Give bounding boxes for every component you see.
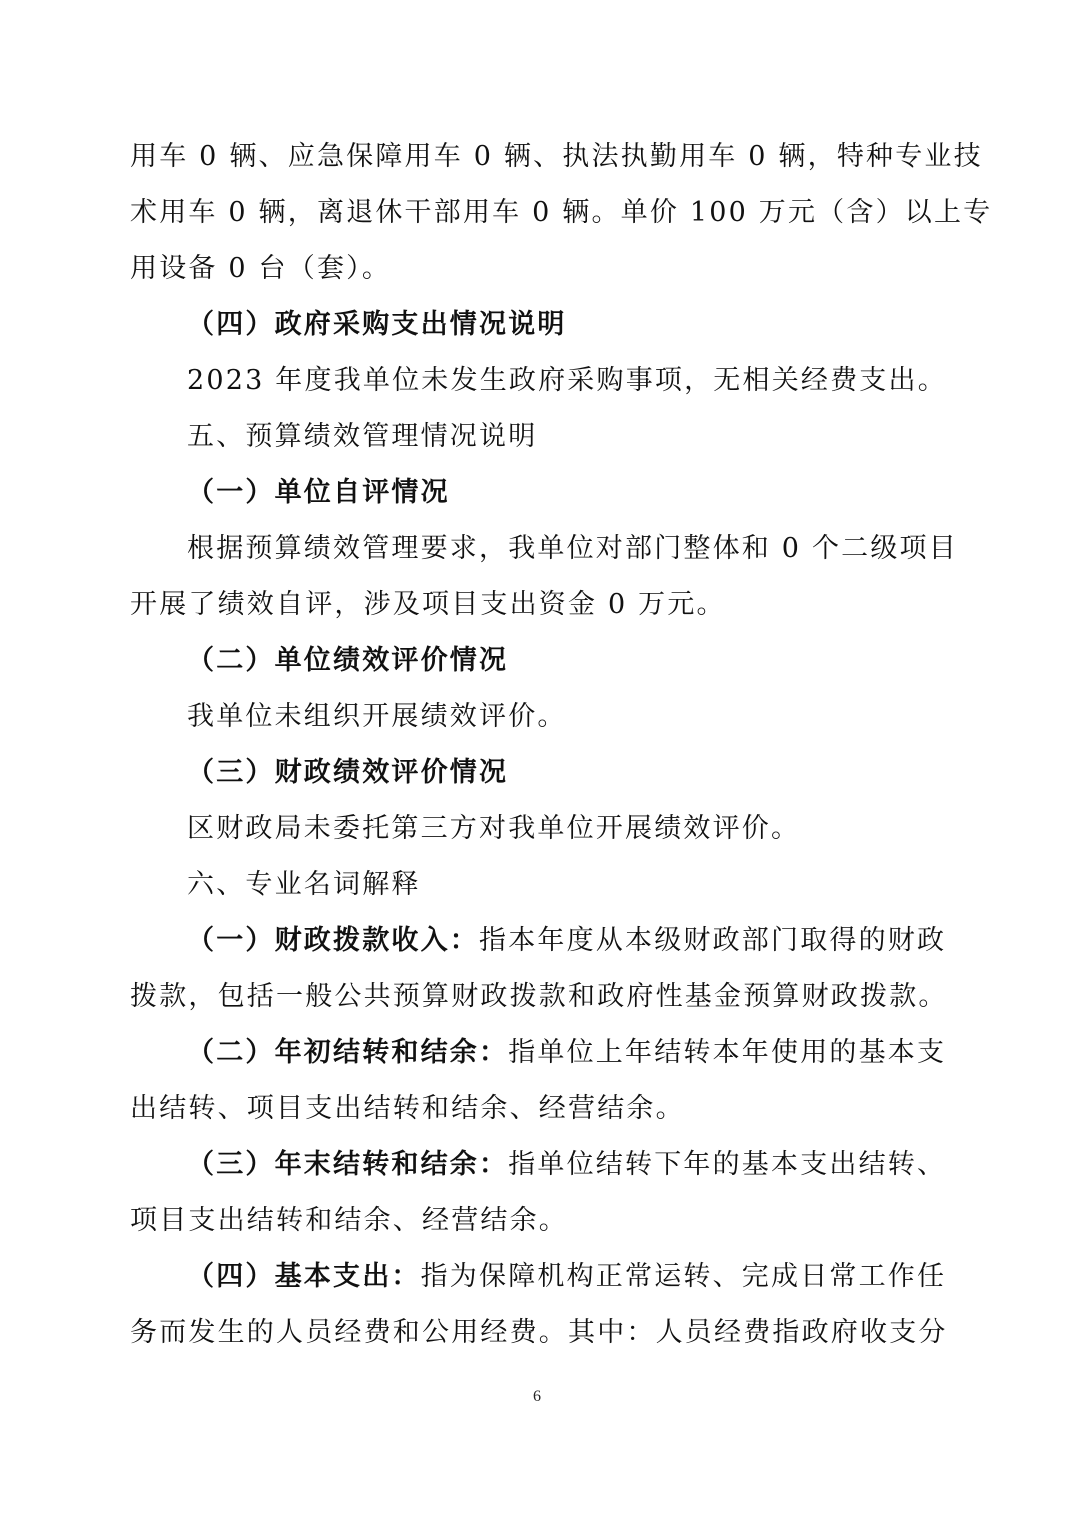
glossary-entry-closing-balance [187, 1145, 1007, 1185]
body-line: 项目支出结转和结余、经营结余。 [130, 1205, 568, 1236]
glossary-term: （三）年末结转和结余： [187, 1149, 509, 1180]
glossary-term: （四）基本支出： [187, 1261, 421, 1292]
section-heading-performance: 五、预算绩效管理情况说明 [187, 421, 538, 452]
glossary-definition: 指单位结转下年的基本支出结转、 [508, 1149, 947, 1180]
body-line: 拨款，包括一般公共预算财政拨款和政府性基金预算财政拨款。 [130, 981, 948, 1012]
subsection-heading-procurement: （四）政府采购支出情况说明 [187, 309, 567, 340]
body-line: 出结转、项目支出结转和结余、经营结余。 [130, 1093, 685, 1124]
subsection-heading-unit-evaluation: （二）单位绩效评价情况 [187, 645, 509, 676]
body-line: 区财政局未委托第三方对我单位开展绩效评价。 [187, 813, 801, 844]
glossary-definition: 指单位上年结转本年使用的基本支 [508, 1037, 947, 1068]
glossary-entry-basic-expenditure [187, 1257, 1007, 1297]
body-line: 用设备 0 台（套）。 [130, 253, 392, 284]
body-line: 术用车 0 辆，离退休干部用车 0 辆。单价 100 万元（含）以上专 [130, 197, 993, 228]
subsection-heading-fiscal-evaluation: （三）财政绩效评价情况 [187, 757, 509, 788]
glossary-entry-fiscal-appropriation [187, 921, 1007, 961]
body-line: 根据预算绩效管理要求，我单位对部门整体和 0 个二级项目 [187, 533, 958, 564]
glossary-definition: 指为保障机构正常运转、完成日常工作任 [420, 1261, 947, 1292]
glossary-term: （二）年初结转和结余： [187, 1037, 509, 1068]
body-line: 2023 年度我单位未发生政府采购事项，无相关经费支出。 [187, 365, 947, 396]
body-line: 用车 0 辆、应急保障用车 0 辆、执法执勤用车 0 辆，特种专业技 [130, 141, 983, 172]
body-line: 我单位未组织开展绩效评价。 [187, 701, 567, 732]
page-number: 6 [533, 1388, 541, 1405]
subsection-heading-self-evaluation: （一）单位自评情况 [187, 477, 450, 508]
section-heading-glossary: 六、专业名词解释 [187, 869, 421, 900]
body-line: 开展了绩效自评，涉及项目支出资金 0 万元。 [130, 589, 726, 620]
glossary-entry-opening-balance [187, 1033, 1007, 1073]
glossary-definition: 指本年度从本级财政部门取得的财政 [479, 925, 947, 956]
body-line: 务而发生的人员经费和公用经费。其中：人员经费指政府收支分 [130, 1317, 948, 1348]
glossary-term: （一）财政拨款收入： [187, 925, 479, 956]
